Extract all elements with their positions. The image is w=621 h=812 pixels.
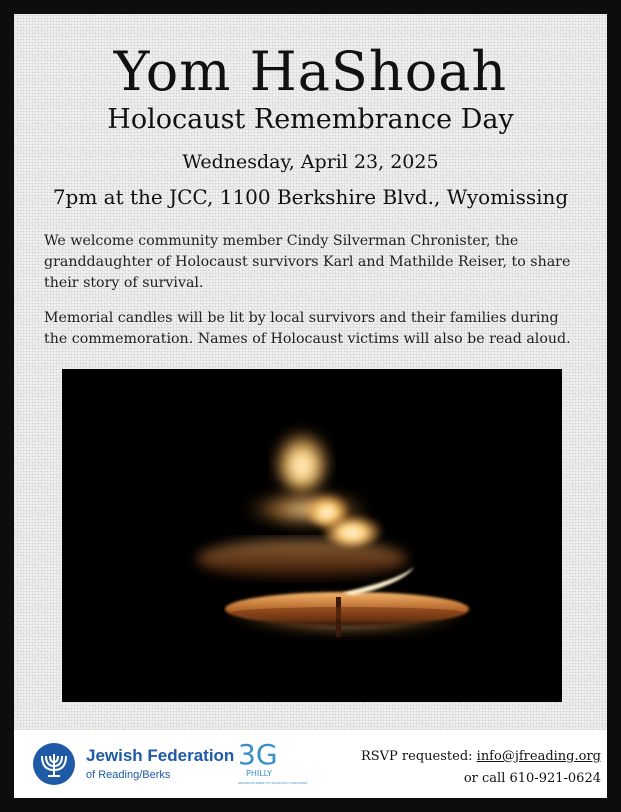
flyer-footer xyxy=(14,730,607,798)
candle-flames-image xyxy=(62,369,562,702)
event-date: Wednesday, April 23, 2025 xyxy=(182,151,439,173)
flyer-paper xyxy=(14,14,607,730)
event-location: 7pm at the JCC, 1100 Berkshire Blvd., Wyomissing xyxy=(52,185,569,209)
candle-photo xyxy=(62,369,562,702)
speaker-paragraph: We welcome community member Cindy Silverman Chronister, the granddaughter of Holocaust survivors Karl and Mathilde Reiser, to share their story of survival. xyxy=(44,233,571,291)
3g-mark: 3G xyxy=(238,738,278,771)
3g-philly-logo xyxy=(236,734,308,796)
phone-line: or call 610-921-0624 xyxy=(463,771,601,786)
rsvp-line xyxy=(361,748,601,766)
rsvp-email-link[interactable]: info@jfreading.org xyxy=(476,749,601,764)
rsvp-label: RSVP requested: xyxy=(360,749,477,764)
federation-name: Jewish Federation xyxy=(86,746,235,765)
federation-menorah-icon xyxy=(32,742,76,786)
event-title: Yom HaShoah xyxy=(113,40,508,103)
3g-philly-text: PHILLY xyxy=(246,769,272,778)
3g-tagline: GRANDCHILDREN OF HOLOCAUST SURVIVORS xyxy=(238,781,308,785)
federation-subname: of Reading/Berks xyxy=(86,769,171,781)
candles-paragraph: Memorial candles will be lit by local survivors and their families during the commemoration. Names of Holocaust victims will also be read aloud. xyxy=(44,310,571,347)
event-subtitle: Holocaust Remembrance Day xyxy=(107,104,514,135)
